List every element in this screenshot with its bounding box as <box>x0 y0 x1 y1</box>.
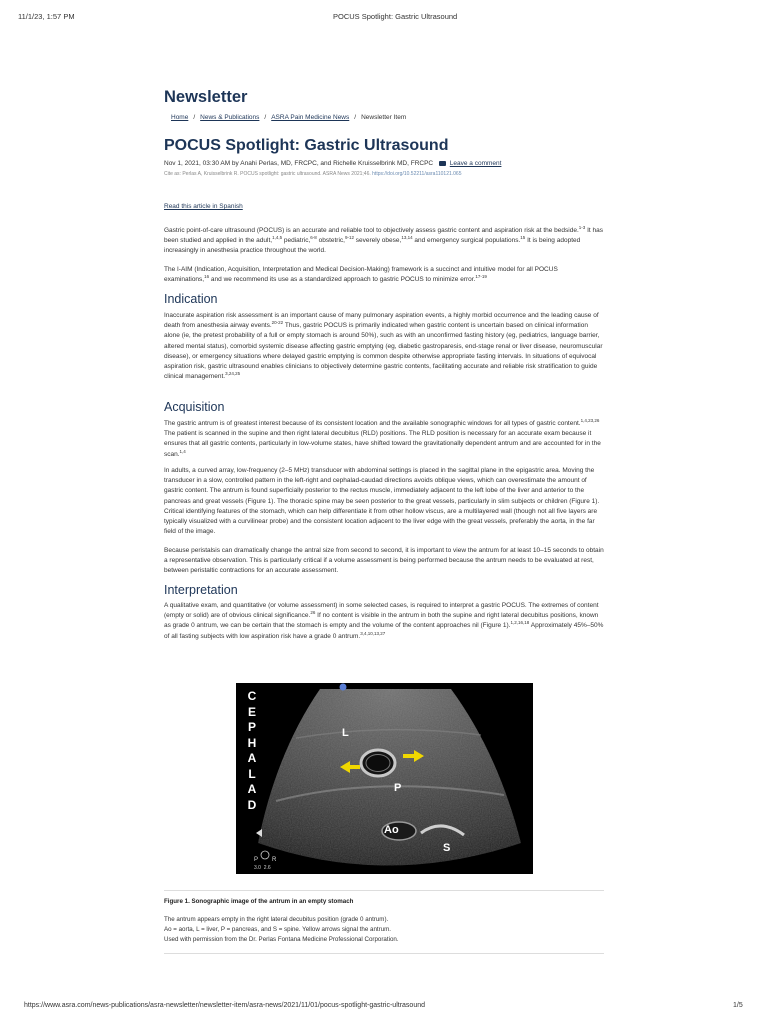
breadcrumb-home[interactable]: Home <box>171 114 189 121</box>
article-title: POCUS Spotlight: Gastric Ultrasound <box>164 137 449 154</box>
probe-label-r: R <box>272 857 277 863</box>
intro-paragraph: Gastric point-of-care ultrasound (POCUS) is an accurate and reliable tool to objectively assess gastric content and aspiration risk at the bedside.$^{1-3}$ It has been studied and applied in the adult,$^{1,4,5}$ pediatric,$^{6-8}$ obstetric,$^{9-12}$ severely obese,$^{13,14}$ and emergency surgical populations.$^{15}$ It is being adopted increasingly in anesthesia practice throughout the world. <box>164 224 603 255</box>
comment-icon[interactable] <box>439 161 446 166</box>
citation-text: Cite as: Perlas A, Kruisselbrink R. POCUS spotlight: gastric ultrasound. ASRA News 2021;46. <box>164 171 371 177</box>
breadcrumb-asra-news[interactable]: ASRA Pain Medicine News <box>271 114 350 121</box>
leave-comment-link[interactable]: Leave a comment <box>449 160 502 167</box>
caption-bottom-rule <box>164 953 604 954</box>
acquisition-paragraph-1: The gastric antrum is of greatest interest because of its consistent location and the available sonographic windows for all types of gastric content.$^{1,4,23,26}$ The patient is scanned in the supine and then right lateral decubitus (RLD) positions. The RLD position is necessary for an accurate exam because it ensures that all gastric contents, particularly in low-volume states, have shifted toward the gravitationally dependent antrum and are accounted for in the scan.$^{1,4}$ <box>164 417 601 458</box>
heading-acquisition: Acquisition <box>164 400 225 414</box>
citation <box>164 171 462 177</box>
cephalad-label <box>245 689 259 813</box>
cephalad-letter: E <box>247 704 256 719</box>
print-datetime: 11/1/23, 1:57 PM <box>18 12 75 21</box>
section-title: Newsletter <box>164 88 248 106</box>
breadcrumb <box>171 114 406 121</box>
pancreas-label: P <box>394 782 402 794</box>
liver-label: L <box>342 727 349 739</box>
interpretation-paragraph: A qualitative exam, and quantitative (or volume assessment) in some selected cases, is required to interpret a gastric POCUS. The extremes of content (empty or solid) are of obvious clinical significance.$^{26}$ If no content is visible in the antrum in both the supine and right lateral decubitus positions, known as grade 0 antrum, we can be certain that the stomach is empty and the volume of the content approaches nil (Figure 1).$^{1,2,16,18}$ Approximately 45%–50% of all fasting subjects with low aspiration risk have a grade 0 antrum.$^{3,4,10,13,27}$ <box>164 602 604 640</box>
acquisition-paragraph-2: In adults, a curved array, low-frequency (2–5 MHz) transducer with abdominal settings is placed in the sagittal plane in the epigastric area. Moving the transducer in a slow, controlled pattern in the left-right and cephalad-caudad directions avoids oblique views, which can overestimate the amount of gastric content. The antrum is found superficially posterior to the rectus muscle, immediately adjacent to the left lobe of the liver and anterior to the pancreas and great vessels (Figure 1). The thoracic spine may be seen posterior to the great vessels, particularly in slim subjects or children (Figure 1). Critical identifying features of the stomach, which can help differentiate it from other hollow viscus, are a multilayered wall (though not all five layers are typically visualized with a curvilinear probe) and the consistent location adjacent to the liver edge with the great vessels, preferably the aorta, in the far field of the image. <box>164 467 600 536</box>
print-title: POCUS Spotlight: Gastric Ultrasound <box>333 12 458 21</box>
ultrasound-image <box>236 683 533 874</box>
probe-scale-values: 3.0 2.6 <box>254 865 271 871</box>
heading-interpretation: Interpretation <box>164 583 238 597</box>
i-aim-paragraph: The I-AIM (Indication, Acquisition, Interpretation and Medical Decision-Making) framework is a succinct and intuitive model for all POCUS examinations,$^{16}$ and we recommend its use as a standardized approach to gastric POCUS to minimize error.$^{17-19}$ <box>164 266 558 284</box>
figure-caption-line: Ao = aorta, L = liver, P = pancreas, and S = spine. Yellow arrows signal the antrum. <box>164 926 392 933</box>
cephalad-letter: P <box>247 720 256 734</box>
acquisition-paragraph-3: Because peristalsis can dramatically change the antral size from second to second, it is important to view the antrum for at least 10–15 seconds to obtain a representative observation. This is particularly critical if a volume assessment is being performed because the antrum needs to be evaluated at rest, between peristaltic contractions for an accurate assessment. <box>164 547 604 575</box>
breadcrumb-separator: / <box>193 114 196 121</box>
figure-caption-title: Figure 1. Sonographic image of the antrum in an empty stomach <box>164 898 354 905</box>
byline-text: Nov 1, 2021, 03:30 AM by Anahi Perlas, MD, FRCPC, and Richelle Kruisselbrink MD, FRCPC <box>164 160 434 167</box>
breadcrumb-news-publications[interactable]: News & Publications <box>200 114 260 121</box>
ultrasound-figure <box>236 683 533 874</box>
breadcrumb-current: Newsletter Item <box>361 114 407 121</box>
indication-paragraph: Inaccurate aspiration risk assessment is an important cause of many pulmonary aspiration events, a highly morbid occurrence and the leading cause of death from anesthesia airway events.$^{20-22}$ Thus, gastric POCUS is primarily indicated when gastric content is uncertain based on clinical information alone (ie, the pretest probability of a full or empty stomach is around 50%), such as with an unconfirmed fasting history (eg, pediatrics, language barrier, altered mental status), comorbid systemic disease affecting gastric emptying (eg, diabetic gastroparesis, end-stage renal or liver disease, neuromuscular disease), or emergency situations where delayed gastric emptying is common despite otherwise appropriate fasting intervals. In situations of equivocal aspiration risk, gastric ultrasound enables clinicians to objectively determine gastric contents, facilitating accurate and reliable risk stratification to guide clinical management.$^{3,24,25}$ <box>164 312 603 381</box>
figure-caption-line: The antrum appears empty in the right lateral decubitus position (grade 0 antrum). <box>164 916 389 923</box>
cephalad-letter: C <box>247 689 257 703</box>
breadcrumb-separator: / <box>354 114 357 121</box>
byline <box>164 160 501 167</box>
caption-top-rule <box>164 890 604 891</box>
spine-label: S <box>443 842 451 854</box>
print-page-number: 1/5 <box>733 1002 743 1009</box>
figure-caption-line: Used with permission from the Dr. Perlas Fontana Medicine Professional Corporation. <box>164 936 399 943</box>
aorta-label: Ao <box>384 824 399 836</box>
cephalad-letter: H <box>247 735 257 750</box>
cephalad-letter: A <box>247 751 257 765</box>
doi-link[interactable]: https://doi.org/10.52211/asra110121.065 <box>372 171 462 177</box>
spanish-link[interactable]: Read this article in Spanish <box>164 203 243 210</box>
cephalad-letter: A <box>247 782 257 796</box>
cephalad-letter: D <box>247 797 257 812</box>
heading-indication: Indication <box>164 292 218 306</box>
print-footer-url: https://www.asra.com/news-publications/asra-newsletter/newsletter-item/asra-news/2021/11/01/pocus-spotlight-gastric-ultrasound <box>24 1002 425 1009</box>
breadcrumb-separator: / <box>264 114 267 121</box>
probe-label-p: P <box>254 857 259 863</box>
cephalad-letter: L <box>248 766 256 781</box>
